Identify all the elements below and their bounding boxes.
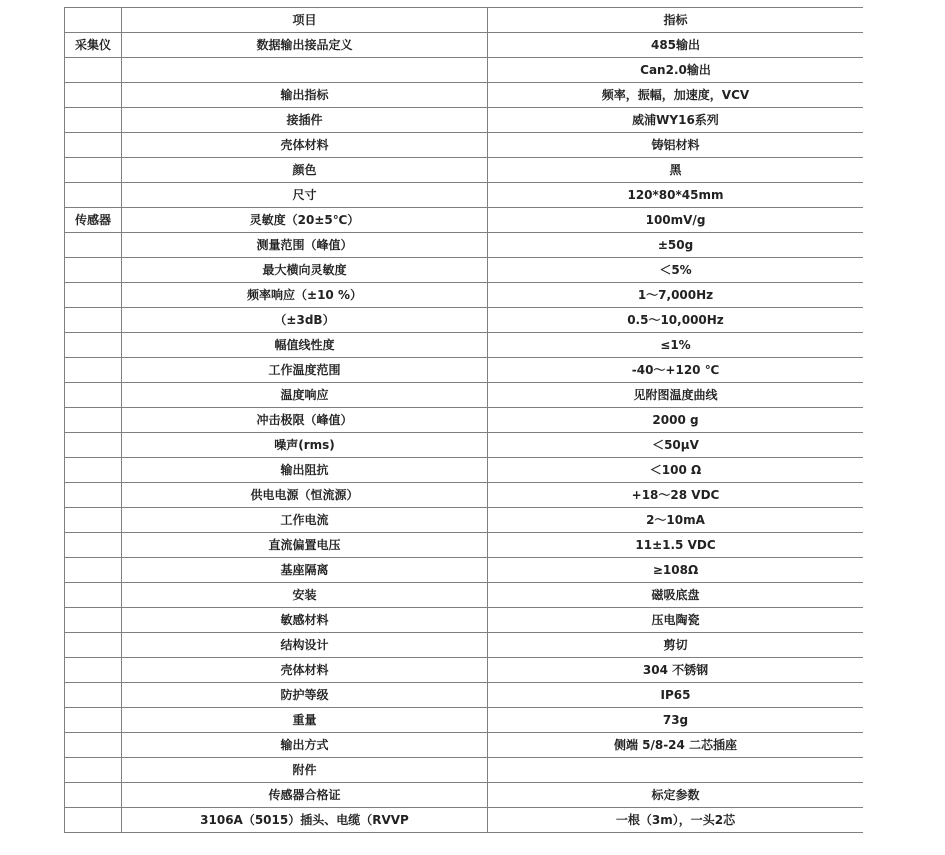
table-header-row xyxy=(65,8,864,33)
category-cell xyxy=(65,758,122,783)
spec-cell: Can2.0输出 xyxy=(488,58,864,83)
table-row xyxy=(65,483,864,508)
spec-cell: 黑 xyxy=(488,158,864,183)
table-row xyxy=(65,158,864,183)
category-cell xyxy=(65,808,122,833)
table-row xyxy=(65,308,864,333)
item-cell: 壳体材料 xyxy=(122,658,488,683)
spec-cell: 100mV/g xyxy=(488,208,864,233)
category-cell xyxy=(65,508,122,533)
spec-cell: ＜100 Ω xyxy=(488,458,864,483)
item-cell: 工作电流 xyxy=(122,508,488,533)
table-row xyxy=(65,583,864,608)
table-row xyxy=(65,608,864,633)
category-cell xyxy=(65,683,122,708)
table-row xyxy=(65,108,864,133)
category-cell xyxy=(65,708,122,733)
category-cell xyxy=(65,83,122,108)
category-cell xyxy=(65,333,122,358)
spec-cell: IP65 xyxy=(488,683,864,708)
item-cell: 安装 xyxy=(122,583,488,608)
table-row xyxy=(65,408,864,433)
spec-cell: 73g xyxy=(488,708,864,733)
spec-cell: 120*80*45mm xyxy=(488,183,864,208)
spec-cell: ±50g xyxy=(488,233,864,258)
item-cell: 直流偏置电压 xyxy=(122,533,488,558)
table-row xyxy=(65,258,864,283)
item-cell: 防护等级 xyxy=(122,683,488,708)
category-cell xyxy=(65,583,122,608)
item-cell: 频率响应（±10 %） xyxy=(122,283,488,308)
spec-cell: 0.5～10,000Hz xyxy=(488,308,864,333)
spec-cell: 2000 g xyxy=(488,408,864,433)
spec-cell: 威浦WY16系列 xyxy=(488,108,864,133)
item-cell: 供电电源（恒流源） xyxy=(122,483,488,508)
table-row xyxy=(65,358,864,383)
spec-cell: 标定参数 xyxy=(488,783,864,808)
spec-cell: 2～10mA xyxy=(488,508,864,533)
item-cell: 传感器合格证 xyxy=(122,783,488,808)
spec-table xyxy=(64,7,863,833)
spec-cell: 485输出 xyxy=(488,33,864,58)
spec-cell xyxy=(488,758,864,783)
item-cell: 数据输出接品定义 xyxy=(122,33,488,58)
item-cell: 测量范围（峰值） xyxy=(122,233,488,258)
item-cell: 基座隔离 xyxy=(122,558,488,583)
table-row xyxy=(65,183,864,208)
spec-cell: 剪切 xyxy=(488,633,864,658)
category-cell xyxy=(65,483,122,508)
category-cell xyxy=(65,433,122,458)
category-cell xyxy=(65,108,122,133)
item-cell: 项目 xyxy=(122,8,488,33)
table-row xyxy=(65,558,864,583)
table-row xyxy=(65,433,864,458)
category-cell xyxy=(65,733,122,758)
table-row xyxy=(65,808,864,833)
spec-cell: 指标 xyxy=(488,8,864,33)
category-cell xyxy=(65,308,122,333)
item-cell: 3106A（5015）插头、电缆（RVVP xyxy=(122,808,488,833)
table-row xyxy=(65,683,864,708)
item-cell: 尺寸 xyxy=(122,183,488,208)
spec-cell: 11±1.5 VDC xyxy=(488,533,864,558)
spec-cell: -40～+120 ℃ xyxy=(488,358,864,383)
item-cell: 温度响应 xyxy=(122,383,488,408)
item-cell: 壳体材料 xyxy=(122,133,488,158)
spec-cell: 铸铝材料 xyxy=(488,133,864,158)
item-cell xyxy=(122,58,488,83)
category-cell xyxy=(65,158,122,183)
category-cell xyxy=(65,233,122,258)
category-cell xyxy=(65,608,122,633)
category-cell: 传感器 xyxy=(65,208,122,233)
category-cell xyxy=(65,783,122,808)
table-row xyxy=(65,333,864,358)
table-row xyxy=(65,33,864,58)
category-cell xyxy=(65,8,122,33)
category-cell xyxy=(65,133,122,158)
item-cell: 敏感材料 xyxy=(122,608,488,633)
category-cell xyxy=(65,533,122,558)
spec-cell: +18～28 VDC xyxy=(488,483,864,508)
item-cell: 工作温度范围 xyxy=(122,358,488,383)
category-cell xyxy=(65,633,122,658)
spec-cell: 侧端 5/8-24 二芯插座 xyxy=(488,733,864,758)
table-row xyxy=(65,533,864,558)
table-row xyxy=(65,733,864,758)
category-cell xyxy=(65,408,122,433)
category-cell xyxy=(65,458,122,483)
table-row xyxy=(65,58,864,83)
category-cell xyxy=(65,358,122,383)
table-row xyxy=(65,633,864,658)
category-cell xyxy=(65,258,122,283)
item-cell: 输出指标 xyxy=(122,83,488,108)
table-row xyxy=(65,83,864,108)
table-row xyxy=(65,508,864,533)
table-row xyxy=(65,283,864,308)
item-cell: 输出方式 xyxy=(122,733,488,758)
category-cell xyxy=(65,383,122,408)
item-cell: 幅值线性度 xyxy=(122,333,488,358)
spec-cell: 磁吸底盘 xyxy=(488,583,864,608)
spec-cell: 304 不锈钢 xyxy=(488,658,864,683)
category-cell xyxy=(65,183,122,208)
category-cell: 采集仪 xyxy=(65,33,122,58)
table-row xyxy=(65,783,864,808)
item-cell: 冲击极限（峰值） xyxy=(122,408,488,433)
item-cell: 重量 xyxy=(122,708,488,733)
category-cell xyxy=(65,283,122,308)
item-cell: 灵敏度（20±5℃） xyxy=(122,208,488,233)
item-cell: 噪声(rms) xyxy=(122,433,488,458)
item-cell: 附件 xyxy=(122,758,488,783)
category-cell xyxy=(65,558,122,583)
table-row xyxy=(65,233,864,258)
spec-cell: 1～7,000Hz xyxy=(488,283,864,308)
spec-cell: ＜5% xyxy=(488,258,864,283)
item-cell: 颜色 xyxy=(122,158,488,183)
table-row xyxy=(65,458,864,483)
table-row xyxy=(65,133,864,158)
table-row xyxy=(65,708,864,733)
table-row xyxy=(65,658,864,683)
spec-cell: 一根（3m），一头2芯 xyxy=(488,808,864,833)
item-cell: 输出阻抗 xyxy=(122,458,488,483)
item-cell: 接插件 xyxy=(122,108,488,133)
table-row xyxy=(65,208,864,233)
spec-table-body xyxy=(65,8,864,833)
item-cell: 结构设计 xyxy=(122,633,488,658)
table-row xyxy=(65,758,864,783)
spec-cell: ≤1% xyxy=(488,333,864,358)
spec-cell: 见附图温度曲线 xyxy=(488,383,864,408)
spec-cell: ＜50μV xyxy=(488,433,864,458)
category-cell xyxy=(65,658,122,683)
spec-cell: ≥108Ω xyxy=(488,558,864,583)
spec-cell: 频率，振幅，加速度，VCV xyxy=(488,83,864,108)
item-cell: 最大横向灵敏度 xyxy=(122,258,488,283)
item-cell: （±3dB） xyxy=(122,308,488,333)
table-row xyxy=(65,383,864,408)
category-cell xyxy=(65,58,122,83)
spec-cell: 压电陶瓷 xyxy=(488,608,864,633)
